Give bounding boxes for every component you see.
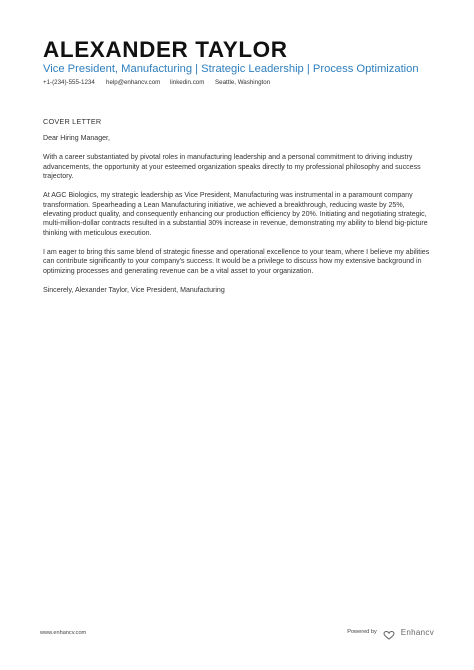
section-title: COVER LETTER [43,117,102,126]
contact-info [43,79,270,87]
brand-name: Enhancv [400,627,434,637]
applicant-title: Vice President, Manufacturing | Strategic Leadership | Process Optimization [43,63,419,75]
enhancv-logo-icon [382,627,396,637]
contact-email[interactable]: help@enhancv.com [106,79,161,86]
closing: Sincerely, Alexander Taylor, Vice President, Manufacturing [43,287,225,295]
powered-by-label: Powered by [347,629,377,635]
letter-paragraph: At AGC Biologics, my strategic leadership as Vice President, Manufacturing was instrumental in a paramount company transformation. Spearheading a Lean Manufacturing initiative, we achieved a breakthrough, reducing waste by 25%, elevating product quality, and consequently enhancing our production efficiency by 20%. Initiating and negotiating strategic, multi-million-dollar contracts resulted in a substantial 30% increase in revenue, demonstrating my ability to blend big-picture thinking with meticulous execution. [43,192,428,237]
contact-phone[interactable]: +1-(234)-555-1234 [43,79,95,86]
salutation: Dear Hiring Manager, [43,135,110,142]
contact-location: Seattle, Washington [215,79,271,86]
applicant-name: ALEXANDER TAYLOR [43,37,288,62]
footer-brand[interactable] [347,627,434,637]
letter-paragraph: I am eager to bring this same blend of strategic finesse and operational excellence to your team, where I believe my abilities can contribute significantly to your company's success. It would be a privilege to discuss how my extensive background in optimizing processes and generating revenue can be a vital asset to your organization. [43,249,430,275]
contact-linkedin[interactable]: linkedin.com [170,79,205,86]
footer-url[interactable]: www.enhancv.com [40,630,87,636]
letter-body [43,134,433,305]
letter-paragraph: With a career substantiated by pivotal roles in manufacturing leadership and a personal commitment to driving industry advancements, the opportunity at your esteemed organization speaks directly to my professional philosophy and success trajectory. [43,154,421,181]
